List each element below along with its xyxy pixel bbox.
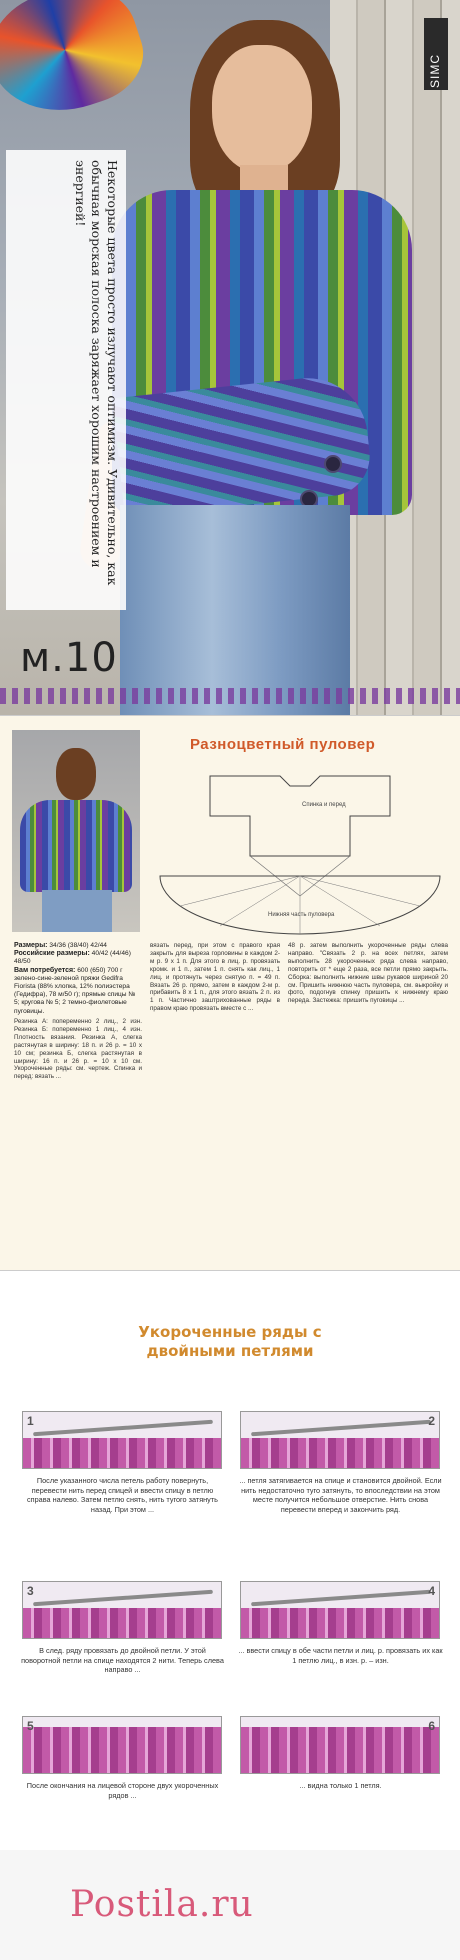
pattern-page — [0, 715, 460, 1270]
step-4-illustration — [240, 1581, 440, 1639]
instructions-col-c: 48 р. затем выполнить укороченные ряды слева направо. "Связать 2 р. на всех петлях, затем выполнить 28 укороченных ряда слева направо, повторить от * еще 2 раза, все петли прямо закрыть. Сборка: выполнить нижние швы рукавов шириной 20 см. Пришить нижнюю часть пуловера, см. выкройку и фото, подогнув спинку пришить к нижнему краю переда. Застежка: пришить пуговицы ... — [288, 942, 448, 1005]
knit-stitches — [23, 1727, 221, 1773]
step-6-illustration — [240, 1716, 440, 1774]
step-number: 6 — [428, 1719, 435, 1733]
step-3-illustration — [22, 1581, 222, 1639]
russian-sizes-value: 40/42 (44/46) 48/50 — [14, 950, 131, 966]
step-6-text: ... видна только 1 петля. — [299, 1781, 382, 1790]
step-2-text: ... петля затягивается на спице и становится двойной. Если нить недостаточно туго затянуть, то впоследствии на этом месте получится небольшое отверстие. Нить снова перевести вперед и закончить ряд. — [239, 1476, 442, 1514]
step-number: 3 — [27, 1584, 34, 1598]
sizes-label: Размеры: — [14, 942, 48, 949]
dotted-border — [0, 688, 460, 704]
step-3-text: В след. ряду провязать до двойной петли. У этой поворотной петли на спице находятся 2 нити. Теперь слева направо ... — [21, 1646, 224, 1674]
knit-stitches — [23, 1438, 221, 1468]
step-number: 5 — [27, 1719, 34, 1733]
step-2-illustration — [240, 1411, 440, 1469]
thumbnail-jeans — [42, 890, 112, 932]
instructions-col-a: Резинка А: попеременно 2 лиц., 2 изн. Резинка Б: попеременно 1 лиц., 4 изн. Плотность вязания. Резинка А, слегка растянутая в ширину: 18 п. и 26 р. = 10 х 10 см; резинка Б, слегка растянутая в ширину: 16 п. и 26 р. = 10 х 10 см. Укороченные ряды: см. чертеж. Спинка и перед: вязать ... — [14, 1018, 142, 1081]
needle-icon — [33, 1590, 213, 1607]
thumbnail-photo — [12, 730, 140, 932]
model-face — [212, 45, 312, 173]
step-1-text: После указанного числа петель работу повернуть, перевести нить перед спицей и ввести спицу в петлю справа налево. Затем петлю снять, нить тугого затянуть назад. При этом ... — [27, 1476, 218, 1514]
step-5-text: После окончания на лицевой стороне двух укороченных рядов ... — [26, 1781, 219, 1800]
step-number: 4 — [428, 1584, 435, 1598]
step-1-illustration — [22, 1411, 222, 1469]
knit-stitches — [241, 1438, 439, 1468]
model-number: м.10 — [20, 635, 118, 681]
materials-text: 600 (650) 700 г зелено-сине-зеленой пряжи Gedifra Fiorista (88% хлопка, 12% полиэстера (Гедифра), 78 м/50 г); прямые спицы № 5; кругова № 5; 2 темно-фиолетовые пуговицы. — [14, 966, 136, 1015]
caption-box — [6, 150, 126, 610]
step-number: 2 — [428, 1414, 435, 1428]
sizes-value: 34/36 (38/40) 42/44 — [49, 942, 107, 949]
thumbnail-head — [56, 748, 96, 800]
schema-label-back: Спинка и перед — [302, 802, 346, 808]
brand-label — [424, 18, 448, 90]
brand-text: SIMC — [428, 54, 442, 88]
knit-stitches — [241, 1608, 439, 1638]
schema-label-lower: Нижняя часть пуловера — [268, 912, 335, 918]
sizes-block — [14, 942, 142, 1016]
model-jeans — [120, 505, 350, 715]
sweater-button — [324, 455, 342, 473]
thumbnail-sweater — [20, 800, 132, 892]
step-number: 1 — [27, 1414, 34, 1428]
caption-text: Некоторые цвета просто излучают оптимизм. Удивительно, как обычная морская полоска заряжает хорошим настроением и энергией! — [73, 160, 120, 586]
short-rows-title: Укороченные ряды с двойными петлями — [138, 1323, 322, 1360]
step-5-illustration — [22, 1716, 222, 1774]
pattern-title: Разноцветный пуловер — [190, 736, 376, 753]
short-rows-page — [0, 1270, 460, 1960]
pattern-schema — [150, 756, 450, 936]
needle-icon — [33, 1420, 213, 1437]
umbrella-image — [0, 0, 155, 130]
materials-label: Вам потребуется: — [14, 966, 76, 974]
watermark — [0, 1850, 460, 1960]
needle-icon — [251, 1590, 431, 1607]
needle-icon — [251, 1420, 431, 1437]
model-photo — [0, 0, 460, 715]
knit-stitches — [241, 1727, 439, 1773]
step-4-text: ... ввести спицу в обе части петли и лиц. р. провязать их как 1 петлю лиц., в изн. р. – изн. — [238, 1646, 443, 1665]
watermark-text: Postila.ru — [70, 1884, 254, 1925]
instructions-col-b: вязать перед, при этом с правого края закрыть для выреза горловины в каждом 2-м р. 9 х 1 п. Для этого в лиц. р. провязать кромк. и 1 п., затем 1 п. снять как лиц., 1 лиц. и протянуть через снятую п. = 49 п. Вязать 26 р. прямо, затем в каждом 2-м р. прибавить 8 х 1 п., для этого вязать 2 п. из 1 п. Частично заштрихованные ряды в правом краю провязать вместе с ... — [150, 942, 280, 1013]
knit-stitches — [23, 1608, 221, 1638]
russian-sizes-label: Российские размеры: — [14, 950, 90, 958]
